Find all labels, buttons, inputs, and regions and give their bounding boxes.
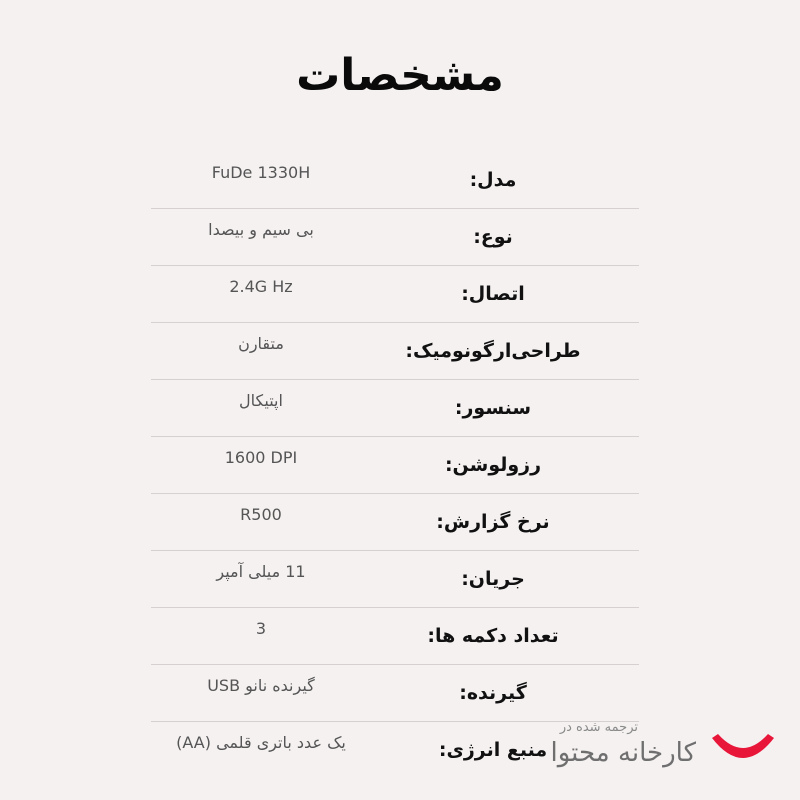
spec-label: طراحی‌ارگونومیک: — [405, 340, 581, 362]
spec-label: مدل: — [469, 169, 517, 191]
watermark-caption: ترجمه شده در — [559, 720, 638, 735]
spec-value: اپتیکال — [239, 391, 283, 410]
spec-label: سنسور: — [454, 397, 532, 419]
spec-row-report-rate — [151, 494, 639, 551]
spec-row-button-count — [151, 608, 639, 665]
spec-value: 3 — [255, 619, 267, 638]
spec-value: بی سیم و بیصدا — [208, 220, 314, 239]
spec-label: اتصال: — [461, 283, 525, 305]
spec-label: تعداد دکمه ها: — [427, 625, 559, 647]
spec-row-connection — [151, 266, 639, 323]
spec-value: FuDe 1330H — [211, 163, 311, 182]
spec-row-model — [151, 152, 639, 209]
spec-row-resolution — [151, 437, 639, 494]
brand-logo-icon — [708, 732, 778, 772]
spec-label: نرخ گزارش: — [436, 511, 550, 533]
spec-value: 2.4G Hz — [229, 277, 293, 296]
spec-label: جریان: — [461, 568, 525, 590]
spec-value: 1600 DPI — [224, 448, 298, 467]
spec-row-current — [151, 551, 639, 608]
spec-value: یک عدد باتری قلمی (AA) — [176, 733, 346, 752]
page-title: مشخصات — [296, 50, 504, 101]
spec-label: رزولوشن: — [444, 454, 542, 476]
spec-label: نوع: — [473, 226, 513, 248]
spec-row-type — [151, 209, 639, 266]
spec-value: گیرنده نانو USB — [207, 676, 315, 695]
spec-label: منبع انرژی: — [438, 739, 548, 761]
spec-row-receiver — [151, 665, 639, 722]
spec-table — [151, 152, 639, 778]
spec-value: متقارن — [238, 334, 284, 353]
spec-row-sensor — [151, 380, 639, 437]
spec-value: 11 میلی آمپر — [216, 562, 306, 581]
watermark-brand: کارخانه محتوا — [550, 738, 696, 768]
spec-row-ergonomic-design — [151, 323, 639, 380]
spec-value: R500 — [240, 505, 282, 524]
watermark — [508, 716, 778, 786]
spec-label: گیرنده: — [459, 682, 527, 704]
